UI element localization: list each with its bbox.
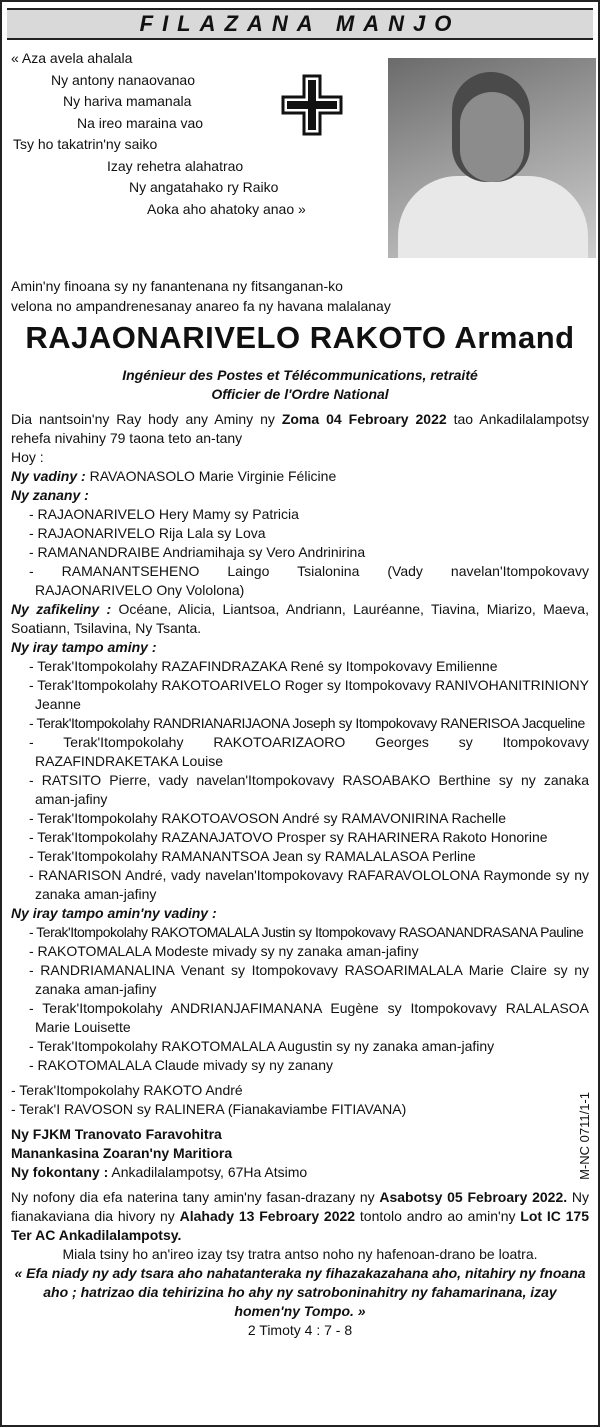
list-item: - RAJAONARIVELO Rija Lala sy Lova [29, 525, 266, 541]
list-item: - Terak'Itompokolahy RAZANAJATOVO Prosper sy RAHARINERA Rakoto Honorine [29, 829, 548, 845]
list-item: - RANDRIAMANALINA Venant sy Itompokovavy RASOARIMALALA Marie Claire sy ny zanaka aman-jafiny [29, 962, 589, 997]
apology-note: Miala tsiny ho an'ireo izay tsy tratra antso noho ny hafenoan-drano be loatra. [62, 1246, 538, 1262]
poem-line: Tsy ho takatrin'ny saiko [13, 136, 158, 152]
list-item: - RAJAONARIVELO Hery Mamy sy Patricia [29, 506, 299, 522]
bible-verse: « Efa niady ny ady tsara aho nahatanteraka ny fihazakazahana aho, nitahiry ny fnoana aho ; hatrizao dia tehirizina ho ahy ny satroboninahitry ny fahamarinana, izay homen'ny Tompo. » [14, 1265, 586, 1319]
list-item: - RATSITO Pierre, vady navelan'Itompokovavy RASOABAKO Berthine sy ny zanaka aman-jafiny [29, 772, 589, 807]
list-item: - Terak'Itompokolahy RAKOTOAVOSON André sy RAMAVONIRINA Rachelle [29, 810, 507, 826]
poem-line: Na ireo maraina vao [77, 114, 204, 131]
deceased-title: Ingénieur des Postes et Télécommunications, retraité [122, 367, 478, 383]
poem-line: « Aza avela ahalala [11, 50, 133, 66]
verse-reference: 2 Timoty 4 : 7 - 8 [247, 1322, 353, 1338]
siblings-label: Ny iray tampo aminy : [11, 639, 157, 655]
list-item: - RAKOTOMALALA Claude mivady sy ny zanany [29, 1057, 333, 1073]
hoy-label: Hoy : [11, 449, 44, 465]
list-item: - Terak'Itompokolahy RAKOTO André [11, 1082, 243, 1098]
banner-title: FILAZANA MANJO [7, 8, 593, 40]
poem-line: Izay rehetra alahatrao [107, 157, 244, 174]
list-item: - Terak'Itompokolahy RAKOTOARIZAORO Georges sy Itompokovavy RAZAFINDRAKETAKA Louise [29, 734, 589, 769]
list-item: - Terak'Itompokolahy RAKOTOARIVELO Roger sy Itompokovavy RANIVOHANITRINIONY Jeanne [29, 677, 589, 712]
portrait-photo [388, 58, 596, 258]
list-item: - Terak'Itompokolahy ANDRIANJAFIMANANA Eugène sy Itompokovavy RALALASOA Marie Louisette [29, 1000, 589, 1035]
list-item: - Terak'Itompokolahy RAMANANTSOA Jean sy RAMALALASOA Perline [29, 848, 476, 864]
reference-code: M-NC 0711/1-1 [577, 1092, 592, 1180]
list-item: - RAKOTOMALALA Modeste mivady sy ny zanaka aman-jafiny [29, 943, 419, 959]
poem-line: Ny antony nanaovanao [51, 71, 195, 88]
list-item: - Terak'I RAVOSON sy RALINERA (Fianakaviambe FITIAVANA) [11, 1101, 407, 1117]
list-item: - Terak'Itompokolahy RANDRIANARIJAONA Joseph sy Itompokovavy RANERISOA Jacqueline [29, 715, 585, 731]
poem-line: Ny angatahako ry Raiko [129, 179, 279, 195]
list-item: - Terak'Itompokolahy RAKOTOMALALA Augustin sy ny zanaka aman-jafiny [29, 1038, 495, 1054]
intro-text: Amin'ny finoana sy ny fanantenana ny fitsanganan-ko velona no ampandrenesanay anareo fa ny havana malalanay [11, 278, 391, 314]
header-section [11, 40, 589, 276]
list-item: - RAMANANTSEHENO Laingo Tsialonina (Vady navelan'Itompokovavy RAJAONARIVELO Ony Vololona) [29, 563, 589, 598]
church-section: Manankasina Zoaran'ny Maritiora [11, 1145, 233, 1161]
grandchildren: Ny zafikeliny : Océane, Alicia, Liantsoa, Andriann, Lauréanne, Tiavina, Miarizo, Maeva, Soatiann, Tsilavina, Ny Tsanta. [11, 601, 589, 636]
list-item: - Terak'Itompokolahy RAZAFINDRAZAKA René sy Itompokovavy Emilienne [29, 658, 498, 674]
deceased-honor: Officier de l'Ordre National [211, 386, 389, 402]
announcement: Dia nantsoin'ny Ray hody any Aminy ny Zoma 04 Febroary 2022 tao Ankadilalampotsy rehefa nivahiny 79 taona teto an-tany [11, 411, 589, 446]
deceased-name: RAJAONARIVELO RAKOTO Armand [25, 320, 575, 355]
fokontany: Ny fokontany : Ankadilalampotsy, 67Ha Atsimo [11, 1164, 308, 1180]
children-label: Ny zanany : [11, 487, 89, 503]
poem-line: Aoka aho ahatoky anao » [147, 200, 306, 217]
spouse: Ny vadiny : RAVAONASOLO Marie Virginie Félicine [11, 468, 337, 484]
list-item: - RANARISON André, vady navelan'Itompokovavy RAFARAVOLOLONA Raymonde sy ny zanaka aman-jafiny [29, 867, 589, 902]
list-item: - RAMANANDRAIBE Andriamihaja sy Vero Andrinirina [29, 544, 366, 560]
poem-line: Ny hariva mamanala [63, 93, 192, 109]
burial-info: Ny nofony dia efa naterina tany amin'ny fasan-drazany ny Asabotsy 05 Febroary 2022. Ny fianakaviana dia hivory ny Alahady 13 Febroary 2022 tontolo andro ao amin'ny Lot IC 175 Ter AC Ankadilalampotsy. [11, 1189, 589, 1243]
list-item: - Terak'Itompokolahy RAKOTOMALALA Justin sy Itompokovavy RASOANANDRASANA Pauline [29, 924, 584, 940]
cross-icon [281, 74, 343, 136]
church-name: Ny FJKM Tranovato Faravohitra [11, 1126, 222, 1142]
spouse-siblings-label: Ny iray tampo amin'ny vadiny : [11, 905, 217, 921]
